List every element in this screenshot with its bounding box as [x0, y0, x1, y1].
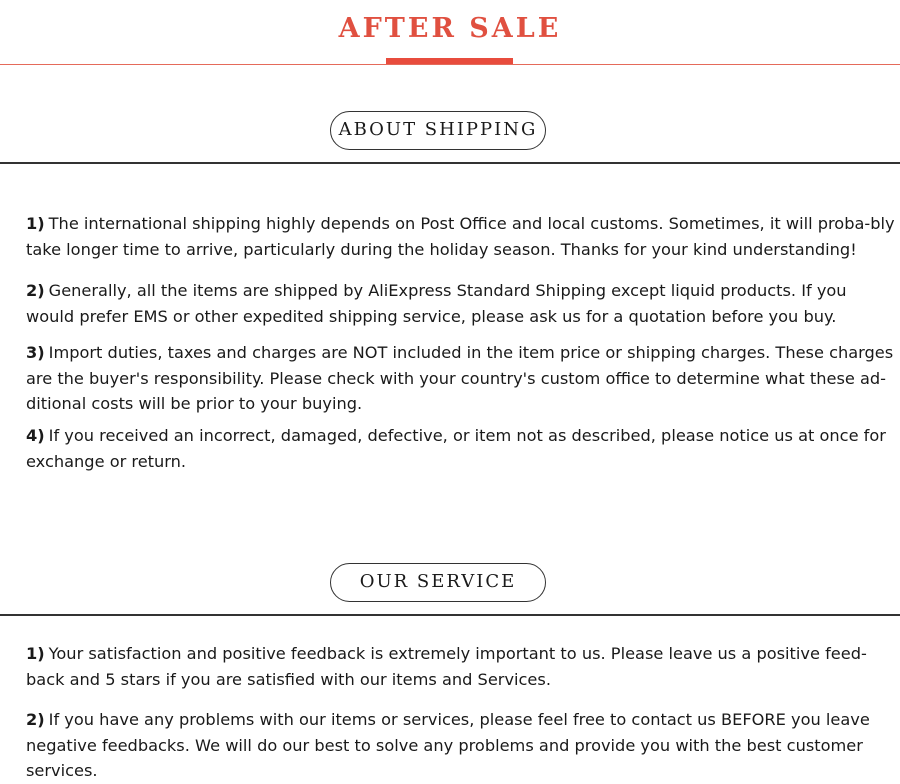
item-number: 1) [26, 644, 45, 663]
shipping-item-4 [26, 423, 898, 474]
service-section-rule [0, 614, 900, 616]
title-accent-bar [386, 58, 513, 64]
service-item-1 [26, 641, 898, 692]
service-item-2 [26, 707, 898, 784]
shipping-section-heading: ABOUT SHIPPING [330, 111, 546, 150]
item-number: 3) [26, 343, 45, 362]
item-text: Import duties, taxes and charges are NOT included in the item price or shipping charges. These charges are the buyer's responsibility. Please check with your country's custom office to determine what these ad-ditional costs will be prior to your buying. [26, 343, 894, 413]
item-text: If you received an incorrect, damaged, defective, or item not as described, please notice us at once for exchange or return. [26, 426, 886, 471]
item-text: Your satisfaction and positive feedback is extremely important to us. Please leave us a positive feed-back and 5 stars if you are satisfied with our items and Services. [26, 644, 867, 689]
shipping-item-3 [26, 340, 898, 417]
service-section-heading: OUR SERVICE [330, 563, 546, 602]
shipping-item-1 [26, 211, 898, 262]
item-number: 4) [26, 426, 45, 445]
shipping-item-2 [26, 278, 898, 329]
item-text: Generally, all the items are shipped by AliExpress Standard Shipping except liquid products. If you would prefer EMS or other expedited shipping service, please ask us for a quotation before you buy. [26, 281, 847, 326]
title-rule [0, 64, 900, 65]
item-number: 2) [26, 281, 45, 300]
item-text: If you have any problems with our items or services, please feel free to contact us BEFORE you leave negative feedbacks. We will do our best to solve any problems and provide you with the best customer services. [26, 710, 870, 780]
shipping-section-rule [0, 162, 900, 164]
page-title: AFTER SALE [338, 13, 562, 44]
item-number: 1) [26, 214, 45, 233]
item-text: The international shipping highly depends on Post Office and local customs. Sometimes, it will proba-bly take longer time to arrive, particularly during the holiday season. Thanks for your kind understanding! [26, 214, 895, 259]
item-number: 2) [26, 710, 45, 729]
